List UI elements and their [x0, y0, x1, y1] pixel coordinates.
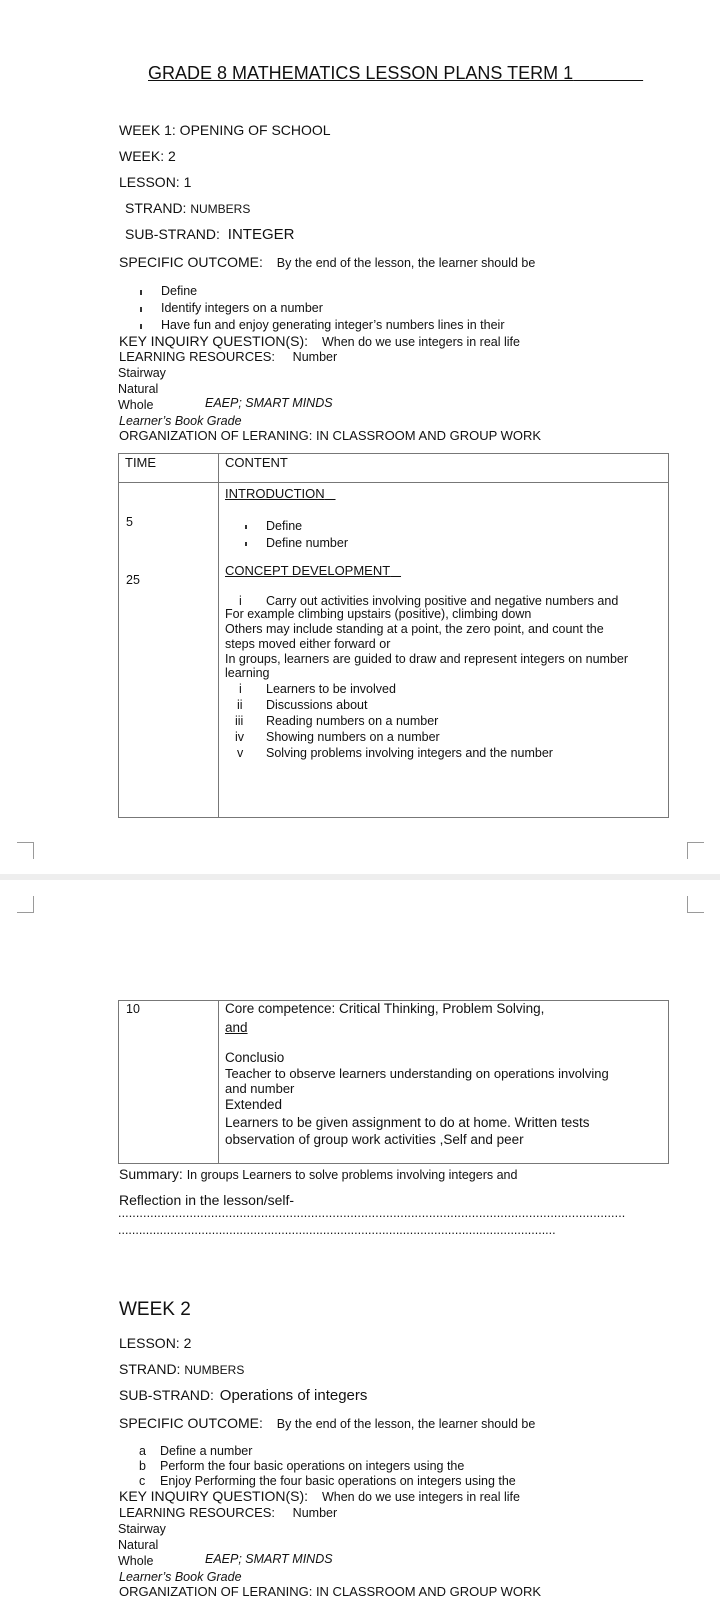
- organization-line: ORGANIZATION OF LERANING: IN CLASSROOM AND GROUP WORK: [119, 1584, 542, 1599]
- strand-value: NUMBERS: [190, 202, 251, 216]
- core-competence: Core competence: Critical Thinking, Problem Solving,: [225, 1001, 545, 1016]
- substrand-label: SUB-STRAND:: [119, 1387, 214, 1403]
- outcome-letter: a: [139, 1444, 146, 1458]
- specific-outcome-line: [119, 254, 535, 270]
- outcome-item: Have fun and enjoy generating integer’s numbers lines in their: [140, 318, 505, 332]
- crop-mark: [687, 896, 704, 913]
- reflection-dots: ..............................................................................................................................: [118, 1223, 556, 1237]
- week-heading: WEEK 2: [119, 1299, 191, 1320]
- time-cell: [119, 483, 219, 818]
- extended-line: Learners to be given assignment to do at home. Written tests: [225, 1115, 590, 1130]
- specific-outcome-text: By the end of the lesson, the learner should be: [276, 256, 536, 270]
- lesson-line: LESSON: 1: [119, 174, 192, 190]
- column-header-content: CONTENT: [225, 455, 288, 470]
- roman-item: Reading numbers on a number: [266, 714, 439, 728]
- lr-text: Number: [292, 1506, 338, 1520]
- lesson-table: [118, 453, 669, 818]
- organization-line: ORGANIZATION OF LERANING: IN CLASSROOM AND GROUP WORK: [119, 428, 542, 443]
- lr-label: LEARNING RESOURCES:: [119, 349, 276, 364]
- time-intro: 5: [126, 515, 133, 529]
- kiq-label: KEY INQUIRY QUESTION(S):: [119, 1488, 309, 1504]
- summary-label: Summary:: [119, 1166, 183, 1182]
- header-content-cell: [219, 454, 669, 483]
- strand-value: NUMBERS: [184, 1363, 245, 1377]
- learning-resources-line: [119, 1505, 337, 1520]
- concept-line: In groups, learners are guided to draw and represent integers on number: [225, 652, 629, 666]
- specific-outcome-line: [119, 1415, 535, 1431]
- key-inquiry-line: [119, 1488, 520, 1504]
- resource-item: Natural: [118, 382, 159, 396]
- summary-line: [119, 1166, 517, 1182]
- publisher: EAEP; SMART MINDS: [205, 396, 333, 410]
- concept-line: Others may include standing at a point, the zero point, and count the: [225, 622, 604, 636]
- lesson-table-continued: [118, 1000, 669, 1164]
- reflection-line: Reflection in the lesson/self-: [119, 1192, 295, 1208]
- time-concept: 25: [126, 573, 140, 587]
- week-opening-line: WEEK 1: OPENING OF SCHOOL: [119, 122, 331, 138]
- resource-item: Whole: [118, 398, 154, 412]
- conclusion-line: and number: [225, 1081, 295, 1096]
- roman-item: Discussions about: [266, 698, 368, 712]
- outcome-item: Identify integers on a number: [140, 301, 323, 315]
- concept-line: steps moved either forward or: [225, 637, 391, 651]
- lr-label: LEARNING RESOURCES:: [119, 1505, 276, 1520]
- content-cell: [219, 1001, 669, 1164]
- concept-first-num: i: [239, 594, 242, 608]
- outcome-item: Enjoy Performing the four basic operations on integers using the: [160, 1474, 516, 1488]
- strand-line: [119, 1361, 244, 1377]
- conclusion-heading: Conclusio: [225, 1050, 285, 1065]
- kiq-text: When do we use integers in real life: [321, 1490, 520, 1504]
- roman-item: Learners to be involved: [266, 682, 396, 696]
- resource-item: Whole: [118, 1554, 154, 1568]
- time-cell: [119, 1001, 219, 1164]
- roman-num: iv: [235, 730, 245, 744]
- roman-item: Solving problems involving integers and the number: [266, 746, 553, 760]
- bullet-icon: [140, 324, 142, 329]
- roman-num: ii: [237, 698, 243, 712]
- concept-heading: CONCEPT DEVELOPMENT: [225, 563, 391, 578]
- strand-label: STRAND:: [125, 200, 187, 216]
- crop-mark: [687, 842, 704, 859]
- resource-item: Natural: [118, 1538, 159, 1552]
- crop-mark: [17, 842, 34, 859]
- roman-num: iii: [235, 714, 244, 728]
- kiq-text: When do we use integers in real life: [321, 335, 520, 349]
- learners-book: Learner’s Book Grade: [119, 1570, 242, 1584]
- publisher: EAEP; SMART MINDS: [205, 1552, 333, 1566]
- substrand-line: [125, 226, 294, 243]
- outcome-letter: b: [139, 1459, 146, 1473]
- document-page-2: [0, 880, 720, 1600]
- outcome-item: Define a number: [160, 1444, 253, 1458]
- outcome-item: Perform the four basic operations on integers using the: [160, 1459, 465, 1473]
- intro-heading: INTRODUCTION: [225, 486, 325, 501]
- key-inquiry-line: [119, 333, 520, 349]
- resource-item: Stairway: [118, 1522, 166, 1536]
- content-cell: [219, 483, 669, 818]
- outcome-letter: c: [139, 1474, 146, 1488]
- outcome-item: Define: [140, 284, 197, 298]
- learners-book: Learner’s Book Grade: [119, 414, 242, 428]
- bullet-icon: [140, 307, 142, 312]
- document-title: GRADE 8 MATHEMATICS LESSON PLANS TERM 1: [148, 63, 574, 83]
- substrand-value: INTEGER: [227, 226, 295, 243]
- specific-outcome-label: SPECIFIC OUTCOME:: [119, 1415, 263, 1431]
- roman-num: i: [239, 682, 242, 696]
- intro-item: Define number: [245, 536, 348, 550]
- bullet-icon: [245, 542, 247, 546]
- bullet-icon: [245, 525, 247, 529]
- concept-line: learning: [225, 666, 270, 680]
- substrand-line: [119, 1387, 367, 1404]
- specific-outcome-text: By the end of the lesson, the learner should be: [276, 1417, 536, 1431]
- core-competence-continued: and: [225, 1020, 248, 1035]
- substrand-value: Operations of integers: [219, 1387, 368, 1404]
- concept-line: For example climbing upstairs (positive), climbing down: [225, 607, 532, 621]
- bullet-icon: [140, 290, 142, 295]
- resource-item: Stairway: [118, 366, 166, 380]
- summary-text: In groups Learners to solve problems involving integers and: [186, 1168, 518, 1182]
- reflection-dots: ..............................................................................................................................................: [118, 1206, 626, 1220]
- concept-first-line: Carry out activities involving positive and negative numbers and: [266, 594, 619, 608]
- learning-resources-line: [119, 349, 337, 364]
- strand-line: [125, 200, 250, 216]
- extended-line: observation of group work activities ,Self and peer: [225, 1132, 524, 1147]
- conclusion-line: Teacher to observe learners understanding on operations involving: [225, 1066, 609, 1081]
- roman-item: Showing numbers on a number: [266, 730, 440, 744]
- specific-outcome-label: SPECIFIC OUTCOME:: [119, 254, 263, 270]
- extended-heading: Extended: [225, 1097, 283, 1112]
- strand-label: STRAND:: [119, 1361, 181, 1377]
- lr-text: Number: [292, 350, 338, 364]
- substrand-label: SUB-STRAND:: [125, 226, 220, 242]
- lesson-line: LESSON: 2: [119, 1335, 192, 1351]
- column-header-time: TIME: [125, 455, 157, 470]
- kiq-label: KEY INQUIRY QUESTION(S):: [119, 333, 309, 349]
- week-line: WEEK: 2: [119, 148, 176, 164]
- intro-item: Define: [245, 519, 302, 533]
- header-time-cell: [119, 454, 219, 483]
- roman-num: v: [237, 746, 244, 760]
- time-conclusion: 10: [126, 1002, 140, 1016]
- crop-mark: [17, 896, 34, 913]
